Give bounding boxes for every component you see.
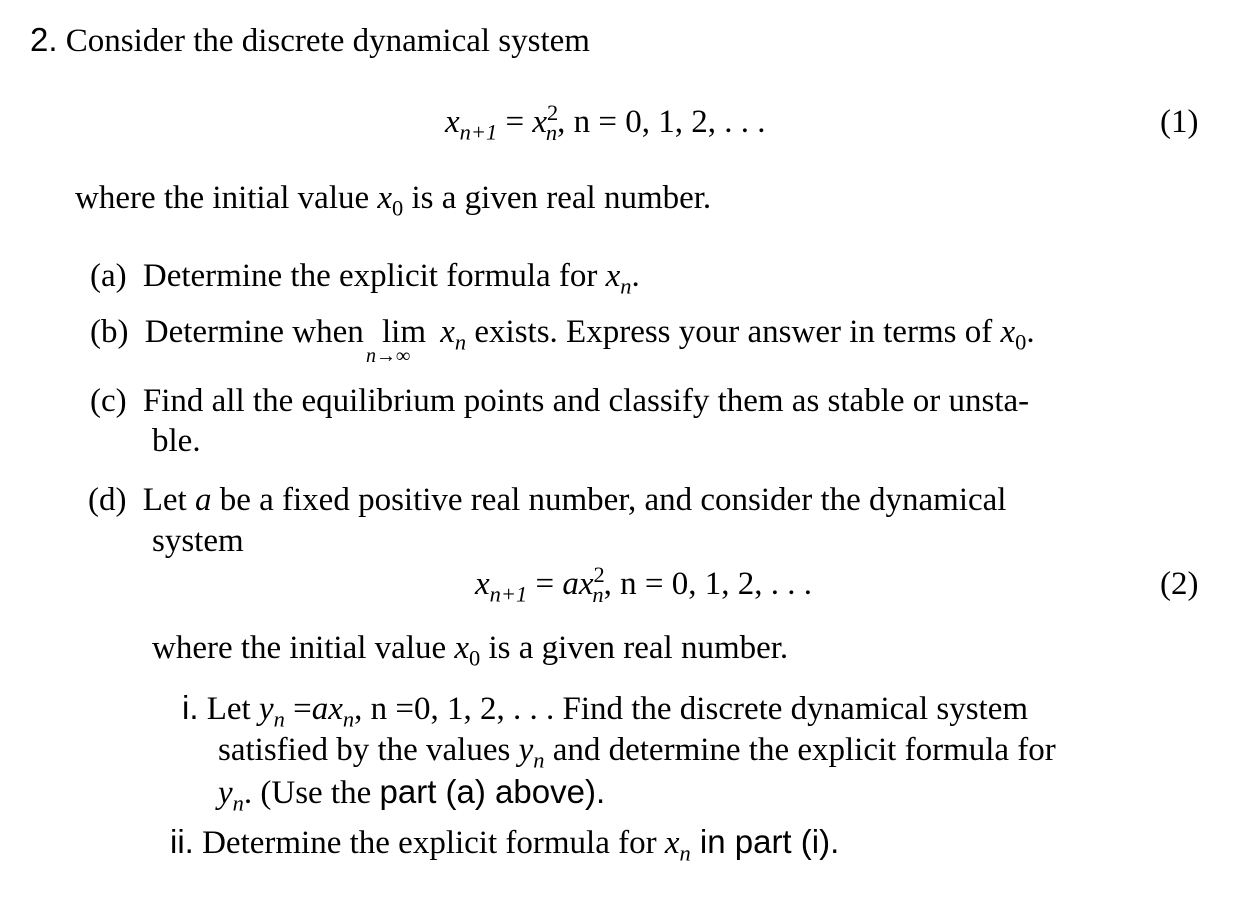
part-b-var: x [440, 314, 455, 350]
part-b-sub: n [454, 329, 467, 355]
problem-header [30, 20, 590, 61]
where2-sub: 0 [469, 645, 481, 671]
part-b [90, 312, 1035, 367]
part-d-label: (d) [88, 482, 127, 518]
equation-2: $x_{n+1} = ax^2_n$, n = 0, 1, 2, . . . [475, 562, 813, 607]
where1-post: is a given real number. [403, 180, 712, 216]
part-a-end: . [631, 258, 640, 294]
equation-1-tag: (1) [1160, 104, 1199, 140]
subpart-ii-sans-tail: in part (i). [690, 823, 840, 860]
eq2-rhs-var: x [578, 566, 594, 602]
subpart-ii-sub: n [679, 840, 691, 866]
part-a-label: (a) [90, 258, 127, 294]
part-a [90, 256, 640, 299]
part-b-label: (b) [90, 314, 129, 350]
where2-pre: where the initial value [152, 630, 455, 666]
part-d-line1-pre: Let [142, 482, 195, 518]
subpart-i-line3-y: y [218, 775, 233, 811]
part-d-var-a: a [194, 482, 212, 518]
subpart-i-line3-post: . (Use the [243, 775, 380, 811]
part-c-line2: ble. [152, 423, 201, 459]
where-line-2 [152, 628, 789, 671]
eq2-rhs-sup: 2 [593, 562, 605, 587]
subpart-i-line2-y: y [518, 732, 534, 768]
equation-1: $x_{n+1} = x^2_n$, n = 0, 1, 2, . . . [445, 100, 766, 145]
eq2-lhs-var: x [475, 566, 490, 602]
equation-2-tag: (2) [1160, 566, 1199, 602]
part-c-label: (c) [90, 383, 127, 419]
subpart-ii [170, 822, 840, 866]
part-b-var2: x [1000, 314, 1016, 350]
subpart-ii-text: Determine the explicit formula for [202, 825, 665, 861]
limit-operator [365, 312, 426, 367]
where1-pre: where the initial value [75, 180, 378, 216]
subpart-i [182, 688, 1029, 732]
where2-var: x [454, 630, 470, 666]
eq1-lhs-var: x [445, 104, 460, 140]
where2-post: is a given real number. [480, 630, 789, 666]
subpart-i-line1-pre: Let [206, 691, 259, 727]
where-line-1 [75, 178, 712, 221]
part-a-var: x [605, 258, 621, 294]
eq1-rhs-sub: n [545, 119, 558, 145]
eq1-rhs-var: x [532, 104, 548, 140]
eq2-lhs-sub: n+1 [489, 581, 528, 607]
eq2-tail: , n = 0, 1, 2, . . . [603, 566, 813, 602]
part-b-sub2: 0 [1015, 329, 1027, 355]
problem-number: 2. [30, 21, 58, 58]
eq1-tail: , n = 0, 1, 2, . . . [557, 104, 766, 140]
eq1-lhs-sub: n+1 [459, 119, 498, 145]
eq1-rhs-sup: 2 [547, 100, 559, 125]
eq2-coef: a [562, 566, 579, 602]
subpart-i-ax: ax [311, 691, 343, 727]
subpart-i-y-sub: n [273, 706, 285, 732]
subpart-i-line1-mid: , n =0, 1, 2, . . . Find the discrete dynamical system [354, 691, 1029, 727]
subpart-ii-var: x [664, 825, 680, 861]
lim-word: lim [381, 314, 426, 350]
eq2-rhs-sub: n [592, 581, 604, 607]
part-a-sub: n [620, 273, 632, 299]
subpart-i-ax-sub: n [342, 706, 355, 732]
subpart-ii-label: ii. [170, 823, 194, 860]
part-b-text-post: exists. Express your answer in terms of [466, 314, 1001, 350]
problem-intro: Consider the discrete dynamical system [65, 23, 590, 59]
subpart-i-line3-y-sub: n [232, 790, 244, 816]
part-b-end: . [1026, 314, 1035, 350]
subpart-i-line3-sans: part (a) above). [379, 773, 606, 810]
part-d [88, 480, 1006, 520]
subpart-i-line2-post: and determine the explicit formula for [544, 732, 1056, 768]
subpart-i-line3 [218, 772, 606, 816]
part-b-text-pre: Determine when [144, 314, 372, 350]
where1-var: x [377, 180, 393, 216]
where1-sub: 0 [392, 195, 404, 221]
lim-subscript: n→∞ [365, 345, 411, 367]
subpart-i-line2-pre: satisfied by the values [218, 732, 519, 768]
subpart-i-line2-y-sub: n [533, 747, 545, 773]
subpart-i-line2 [218, 730, 1056, 773]
part-c [90, 381, 1029, 421]
part-a-text: Determine the explicit formula for [142, 258, 606, 294]
part-d-line1-post: be a fixed positive real number, and consider the dynamical [211, 482, 1007, 518]
subpart-i-eq: = [284, 691, 312, 727]
subpart-i-label: i. [182, 689, 199, 726]
subpart-i-y: y [258, 691, 274, 727]
part-c-line1: Find all the equilibrium points and classify them as stable or unsta- [142, 383, 1030, 419]
part-d-line2: system [152, 523, 244, 559]
